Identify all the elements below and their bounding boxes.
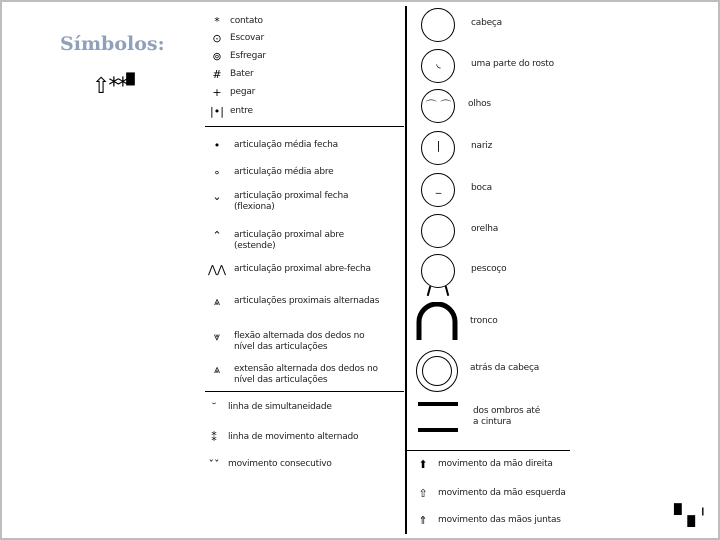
symbol-label: movimento da mão direita: [438, 459, 553, 469]
symbol-label: Escovar: [230, 33, 264, 43]
symbol-label: olhos: [468, 99, 491, 109]
articulation-symbol-icon: ⌃: [212, 229, 222, 242]
symbol-label: linha de simultaneidade: [228, 402, 332, 412]
articulation-symbol-icon: ⋀⋀: [208, 263, 227, 276]
head-circle-icon: [421, 254, 455, 288]
articulation-symbol-icon: ⩔: [213, 330, 221, 343]
articulation-symbol-icon: ⩓: [213, 295, 221, 308]
section-divider: [205, 126, 404, 127]
symbol-label: articulação média abre: [234, 167, 334, 177]
contact-symbol-icon: |•|: [210, 105, 224, 118]
movement-line-icon: ⁑: [211, 431, 217, 444]
column-divider: [405, 6, 407, 534]
hand-movement-arrow-icon: ⬆: [418, 458, 428, 471]
hand-movement-arrow-icon: ⇧: [418, 487, 428, 500]
symbol-label: movimento das mãos juntas: [438, 515, 561, 525]
face-part-mark-icon: _: [435, 181, 442, 194]
contact-symbol-icon: #: [212, 68, 222, 81]
waist-bar-icon: [418, 428, 458, 432]
articulation-symbol-icon: ∘: [213, 166, 221, 179]
contact-symbol-icon: ⊚: [212, 50, 222, 63]
movement-line-icon: ˘: [211, 401, 217, 414]
symbol-label: articulação proximal fecha (flexiona): [234, 191, 349, 212]
page-title: Símbolos:: [60, 33, 165, 55]
symbol-label: atrás da cabeça: [470, 363, 540, 373]
contact-symbol-icon: ⊙: [212, 32, 222, 45]
symbol-label: extensão alternada dos dedos no nível das articulações: [234, 364, 378, 385]
head-circle-icon: [421, 8, 455, 42]
trunk-symbol-icon: [415, 302, 459, 340]
symbol-label: pegar: [230, 87, 256, 97]
symbol-label: cabeça: [471, 18, 502, 28]
signwriting-glyph-icon: ⇧**▘: [92, 74, 142, 99]
symbol-label: Bater: [230, 69, 254, 79]
symbol-label: uma parte do rosto: [471, 59, 554, 69]
symbol-label: Esfregar: [230, 51, 266, 61]
symbol-label: dos ombros até a cintura: [473, 406, 541, 427]
face-part-mark-icon: ⌒ ⌒: [425, 99, 452, 112]
symbol-label: boca: [471, 183, 492, 193]
section-divider: [407, 450, 570, 451]
symbol-label: movimento da mão esquerda: [438, 488, 566, 498]
symbol-label: nariz: [471, 141, 493, 151]
symbol-label: pescoço: [471, 264, 507, 274]
contact-symbol-icon: +: [212, 86, 222, 99]
symbol-label: linha de movimento alternado: [228, 432, 359, 442]
movement-line-icon: ˇˇ: [208, 458, 220, 471]
face-part-mark-icon: ◟: [436, 57, 441, 70]
symbol-label: articulação proximal abre-fecha: [234, 264, 371, 274]
symbol-label: articulações proximais alternadas: [234, 296, 380, 306]
symbol-label: contato: [230, 16, 263, 26]
symbol-label: movimento consecutivo: [228, 459, 332, 469]
articulation-symbol-icon: ⩓: [213, 363, 221, 376]
head-circle-icon: [421, 214, 455, 248]
symbol-label: articulação média fecha: [234, 140, 338, 150]
hand-movement-arrow-icon: ⇑: [418, 514, 428, 527]
symbol-label: articulação proximal abre (estende): [234, 230, 344, 251]
articulation-symbol-icon: •: [213, 139, 221, 152]
symbol-label: tronco: [470, 316, 498, 326]
signwriting-glyph-icon: ▘▖ᑊ: [674, 503, 703, 527]
symbol-label: flexão alternada dos dedos no nível das articulações: [234, 331, 365, 352]
section-divider: [205, 391, 404, 392]
symbol-label: entre: [230, 106, 253, 116]
face-part-mark-icon: |: [436, 139, 441, 152]
head-inner-icon: [422, 356, 452, 386]
symbol-label: orelha: [471, 224, 499, 234]
shoulder-bar-icon: [418, 402, 458, 406]
articulation-symbol-icon: ⌄: [212, 190, 222, 203]
contact-symbol-icon: *: [214, 15, 220, 28]
